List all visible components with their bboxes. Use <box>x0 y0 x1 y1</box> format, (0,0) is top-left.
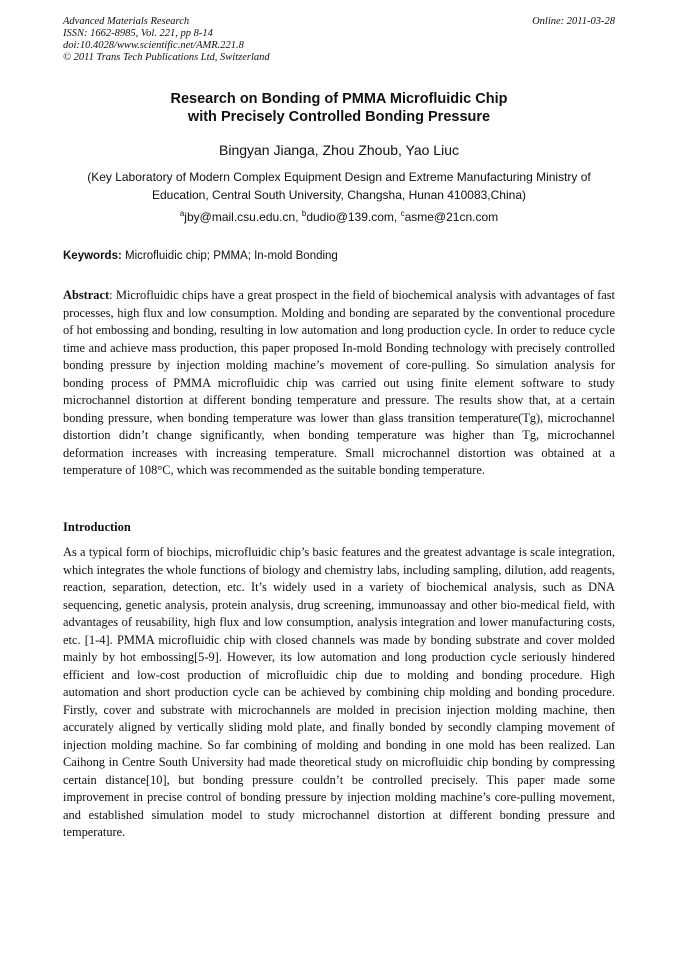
issn-line: ISSN: 1662-8985, Vol. 221, pp 8-14 <box>63 28 213 39</box>
email-c-marker: c <box>400 209 405 218</box>
affiliation <box>63 168 615 204</box>
email-a[interactable]: jby@mail.csu.edu.cn, <box>184 210 299 224</box>
abstract <box>63 287 615 480</box>
copyright-line: © 2011 Trans Tech Publications Ltd, Switzerland <box>63 52 270 63</box>
abstract-label: Abstract <box>63 288 110 302</box>
email-a-marker: a <box>179 209 185 218</box>
abstract-text: : Microfluidic chips have a great prospect in the field of biochemical analysis with advantages of fast processes, high flux and low consumption. Molding and bonding are separated by the conventional procedure of hot embossing and bonding, resulting in low automation and long production cycle. In order to reduce cycle time and achieve mass production, this paper proposed In-mold Bonding technology with precisely controlled bonding pressure by injection molding machine’s movement of core-pulling. So simulation analysis for bonding process of PMMA microfluidic chip was carried out using finite element software to study microchannel distortion at different bonding temperature and pressure. The results show that, at a certain bonding pressure, when bonding temperature was lower than glass transition temperature(Tg), microchannel distortion didn’t change significantly, when bonding temperature was higher than Tg, microchannel deformation increases with increasing temperature. Small microchannel distortion was obtained at a temperature of 108°C, which was recommended as the suitable bonding temperature. <box>63 288 615 477</box>
keywords-label: Keywords: <box>63 250 122 262</box>
email-b[interactable]: dudio@139.com, <box>306 210 398 224</box>
doi-line: doi:10.4028/www.scientific.net/AMR.221.8 <box>63 40 244 51</box>
email-c[interactable]: asme@21cn.com <box>404 210 499 224</box>
paper-title <box>0 90 678 126</box>
affiliation-line-1: (Key Laboratory of Modern Complex Equipment Design and Extreme Manufacturing Ministry of <box>87 170 591 184</box>
email-b-marker: b <box>301 209 307 218</box>
author-list: Bingyan Jianga, Zhou Zhoub, Yao Liuc <box>219 142 459 158</box>
online-date: Online: 2011-03-28 <box>532 16 615 27</box>
journal-name: Advanced Materials Research <box>63 16 190 27</box>
introduction-heading: Introduction <box>63 520 131 534</box>
introduction-text: As a typical form of biochips, microfluidic chip’s basic features and the greatest advantage is scale integration, which integrates the whole functions of biology and chemistry labs, including sampling, dilution, add reagents, reaction, separation, detection, etc. It’s widely used in a variety of biochemical analysis, such as DNA sequencing, genetic analysis, protein analysis, drug screening, immunoassay and other bio-medical field, with advantages of reusability, high flux and low consumption, analysis integration and lower manufacturing costs, etc. [1-4]. PMMA microfluidic chip with closed channels was made by bonding substrate and cover molded mainly by hot embossing[5-9]. However, its low automation and long production cycle seriously hindered efficient and low-cost production of microfluidic chip due to molding and bonding procedure. High automation and short production cycle can be achieved by combining chip molding and bonding procedure. Firstly, cover and substrate with microchannels are molded in precision injection molding machine, then accurately aligned by vertically sliding mold plate, and finally bonded by secondly clamping movement of injection molding machine. So far combining of molding and bonding in one mold has been realized. Lan Caihong in Centre South University had made theoretical study on microfluidic chip bonding by compressing certain distance[10], but bonding pressure couldn’t be controlled precisely. This paper made some improvement in precise control of bonding pressure by injection molding machine’s core-pulling movement, and established simulation model to study microchannel distortion at different bonding pressure and temperature. <box>63 545 615 839</box>
title-line-1: Research on Bonding of PMMA Microfluidic Chip <box>170 91 508 107</box>
running-header <box>63 16 615 64</box>
title-line-2: with Precisely Controlled Bonding Pressure <box>187 109 491 125</box>
email-list <box>0 209 678 224</box>
affiliation-line-2: Education, Central South University, Changsha, Hunan 410083,China) <box>151 188 526 202</box>
keywords-text: Microfluidic chip; PMMA; In-mold Bonding <box>125 250 338 262</box>
keywords <box>63 250 338 262</box>
